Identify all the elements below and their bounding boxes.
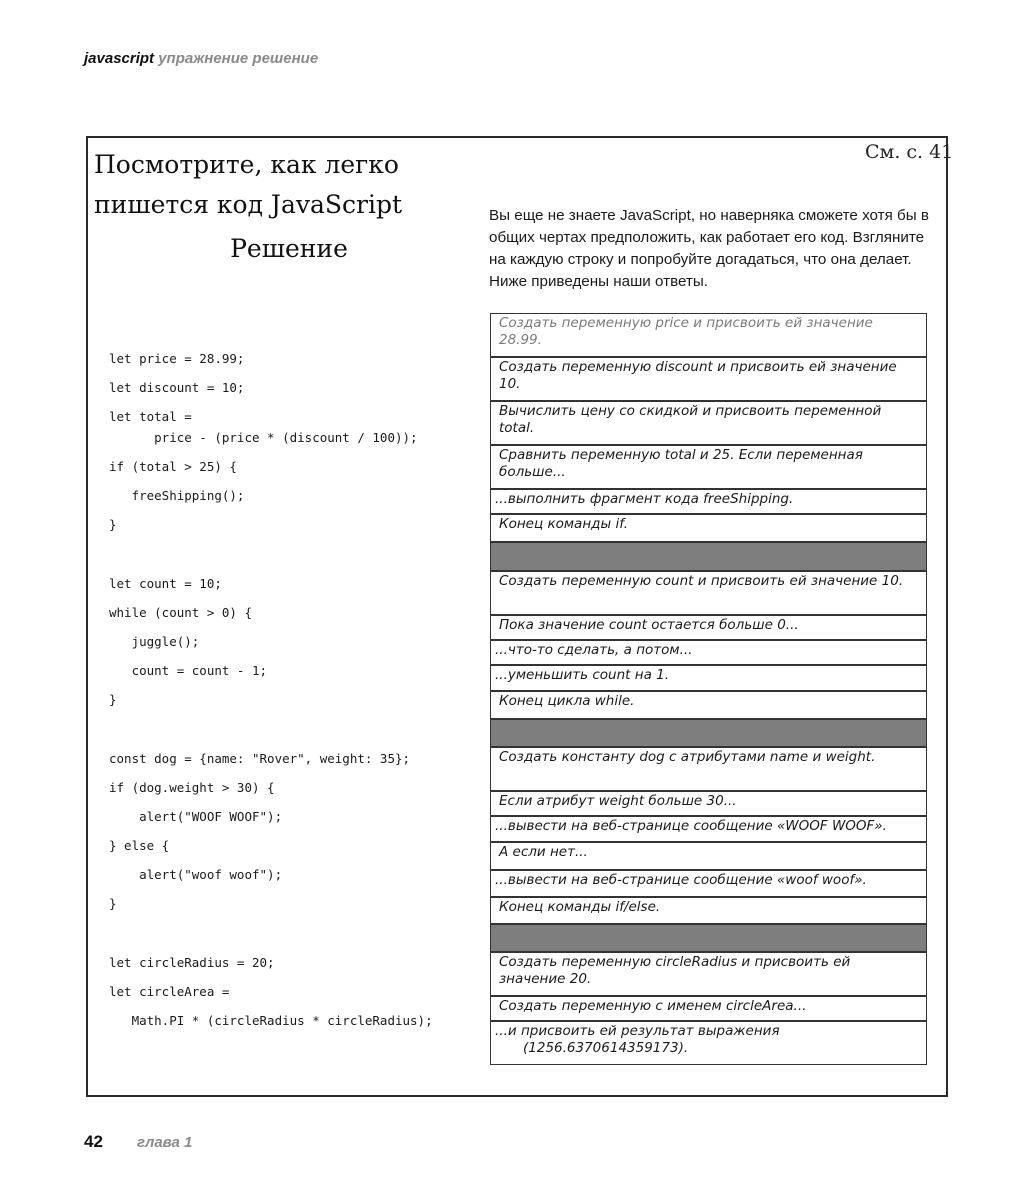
code-line: let price = 28.99; [109,351,245,366]
code-line: alert("WOOF WOOF"); [109,809,283,824]
code-line: let discount = 10; [109,380,245,395]
answer-box: Конец команды if. [490,514,927,542]
answer-box: Конец команды if/else. [490,897,927,924]
answer-box [490,1021,927,1065]
separator-bar [490,719,927,747]
title-line-2: пишется код JavaScript [94,190,403,219]
code-line: let circleRadius = 20; [109,955,275,970]
answer-box: Создать переменную circleRadius и присвоить ей значение 20. [490,952,927,996]
code-line: while (count > 0) { [109,605,252,620]
answer-box: Создать переменную price и присвоить ей значение 28.99. [490,313,927,357]
running-head [84,50,318,67]
answer-box: Создать константу dog с атрибутами name и weight. [490,747,927,791]
code-line: count = count - 1; [109,663,268,678]
chapter-label: глава 1 [137,1134,193,1151]
section-name: упражнение решение [158,50,319,67]
answer-box: ...выполнить фрагмент кода freeShipping. [490,489,927,514]
page-reference: См. с. 41 [865,141,954,163]
answer-text: ...и присвоить ей результат выражения [495,1023,780,1039]
answer-box: Создать переменную с именем circleArea... [490,996,927,1021]
code-line: let count = 10; [109,576,222,591]
code-line: price - (price * (discount / 100)); [109,430,418,445]
answer-box: ...уменьшить count на 1. [490,665,927,691]
answer-box: Если атрибут weight больше 30... [490,791,927,816]
answer-box: ...вывести на веб-странице сообщение «woof woof». [490,870,927,897]
answer-box: Сравнить переменную total и 25. Если переменная больше... [490,445,927,489]
title-line-3: Решение [230,234,348,263]
code-line: } else { [109,838,170,853]
page-number: 42 [84,1132,103,1151]
answer-box: ...вывести на веб-странице сообщение «WOOF WOOF». [490,816,927,842]
title-line-1: Посмотрите, как легко [94,150,399,179]
intro-text: Вы еще не знаете JavaScript, но наверняка сможете хотя бы в общих чертах предположить, как работает его код. Взгляните на каждую строку и попробуйте догадаться, что она делает. Ниже приведены наши ответы. [489,207,929,290]
separator-bar [490,924,927,952]
answer-box: ...что-то сделать, а потом... [490,640,927,665]
code-line: Math.PI * (circleRadius * circleRadius); [109,1013,433,1028]
code-line: let circleArea = [109,984,230,999]
code-line: } [109,692,117,707]
code-line: if (dog.weight > 30) { [109,780,275,795]
code-line: const dog = {name: "Rover", weight: 35}; [109,751,411,766]
code-line: alert("woof woof"); [109,867,283,882]
separator-bar [490,542,927,571]
answer-box: Пока значение count остается больше 0... [490,615,927,640]
book-name: javascript [84,50,155,67]
code-line: } [109,517,117,532]
code-line: let total = [109,409,192,424]
answer-box: А если нет... [490,842,927,870]
code-line: if (total > 25) { [109,459,237,474]
code-line: freeShipping(); [109,488,245,503]
answer-text-continued: (1256.6370614359173). [523,1040,689,1056]
code-line: juggle(); [109,634,200,649]
answer-box: Вычислить цену со скидкой и присвоить переменной total. [490,401,927,445]
exercise-title [94,145,464,269]
code-line: } [109,896,117,911]
answer-box: Создать переменную count и присвоить ей значение 10. [490,571,927,615]
answer-box: Создать переменную discount и присвоить ей значение 10. [490,357,927,401]
answer-box: Конец цикла while. [490,691,927,719]
